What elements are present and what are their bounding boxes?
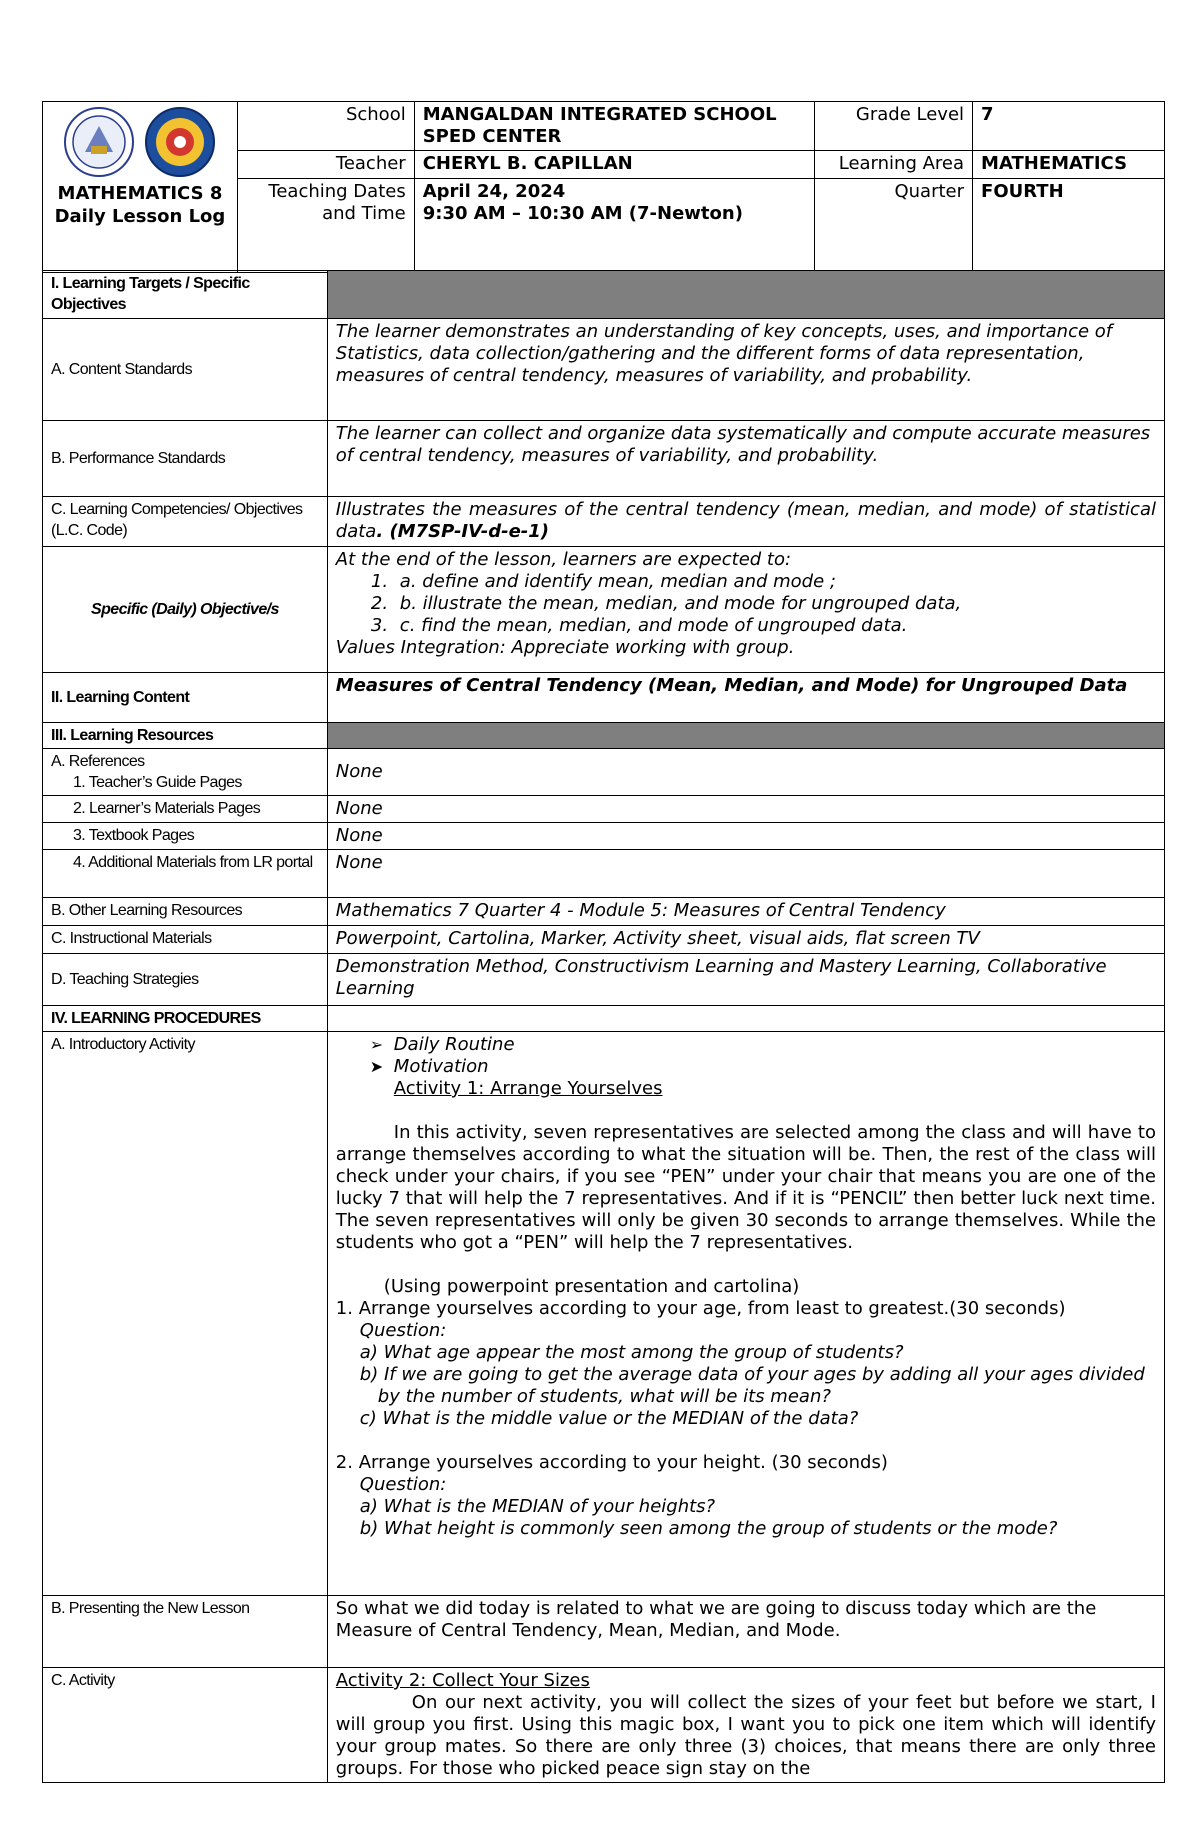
perf-std-value: The learner can collect and organize data systematically and compute accurate measures of central tendency, measures of variability, and probability.: [327, 421, 1164, 497]
present-value: So what we did today is related to what we are going to discuss today which are the Measure of Central Tendency, Mean, Median, and Mode.: [327, 1596, 1164, 1668]
resources-heading: III. Learning Resources: [43, 723, 328, 749]
present-label: B. Presenting the New Lesson: [43, 1596, 328, 1668]
logo-cell: [43, 102, 238, 273]
strat-label: D. Teaching Strategies: [43, 954, 328, 1006]
gray-bar: [327, 723, 1164, 749]
activity-value: [327, 1668, 1164, 1783]
activity2-title: Activity 2: Collect Your Sizes: [335, 1670, 590, 1691]
lr-value: None: [327, 850, 1164, 898]
targets-heading: I. Learning Targets / Specific Objectives: [43, 271, 328, 319]
intro-value: ➢ Daily Routine ➤ Motivation Activity 1: Arrange Yourselves In this activity, seven representatives are selected among the class and will have to arrange themselves according to what the situation will be. Then, the rest of the class will check under your chairs, if you see “PEN” under your chair that means you are one of the lucky 7 that will help the 7 representatives. And if it is “PENCIL” then better luck next time. The seven representatives will only be given 30 seconds to arrange themselves. While the students who got a “PEN” will help the 7 representatives. (Using powerpoint presentation and cartolina) 1. Arrange yourselves according to your age, from least to greatest.(30 seconds) Question: a) What age appear the most among the group of students? b) If we are going to get the average data of your ages by adding all your ages divided by the number of students, what will be its mean? c) What is the middle value or the MEDIAN of the data? 2. Arrange yourselves according to your height. (30 seconds) Question: a) What is the MEDIAN of your heights? b) What height is commonly seen among the group of students or the mode?: [327, 1032, 1164, 1596]
strat-value: Demonstration Method, Constructivism Learning and Mastery Learning, Collaborative Learning: [327, 954, 1164, 1006]
spec-value: At the end of the lesson, learners are expected to: 1. a. define and identify mean, median and mode ; 2. b. illustrate the mean, median, and mode for ungrouped data, 3. c. find the mean, median, and mode of ungrouped data. Values Integration: Appreciate working with group.: [327, 547, 1164, 673]
school-seal-icon: [143, 106, 217, 178]
list-item: 3. c. find the mean, median, and mode of ungrouped data.: [394, 615, 1156, 637]
lm-value: None: [327, 796, 1164, 823]
arrow-bullet-icon: ➢: [369, 1035, 384, 1054]
school-label: School: [237, 102, 414, 151]
quarter-value: FOURTH: [973, 179, 1165, 273]
empty-cell: [327, 1006, 1164, 1032]
teacher-label: Teacher: [237, 151, 414, 179]
arrow-bullet-icon: ➤: [369, 1057, 384, 1076]
procedures-heading: IV. LEARNING PROCEDURES: [43, 1006, 328, 1032]
header-table: [42, 101, 1165, 273]
content-value: Measures of Central Tendency (Mean, Median, and Mode) for Ungrouped Data: [327, 673, 1164, 723]
dates-value: April 24, 2024 9:30 AM – 10:30 AM (7-Newton): [414, 179, 814, 273]
tb-value: None: [327, 823, 1164, 850]
teacher-value: CHERYL B. CAPILLAN: [414, 151, 814, 179]
activity1-text: In this activity, seven representatives are selected among the class and will have to arrange themselves according to what the situation will be. Then, the rest of the class will check under your chairs, if you see “PEN” under your chair that means you are one of the lucky 7 that will help the 7 representatives. And if it is “PENCIL” then better luck next time. The seven representatives will only be given 30 seconds to arrange themselves. While the students who got a “PEN” will help the 7 representatives.: [335, 1122, 1156, 1253]
spec-label: Specific (Daily) Objective/s: [43, 547, 328, 673]
instr-value: Powerpoint, Cartolina, Marker, Activity sheet, visual aids, flat screen TV: [327, 926, 1164, 954]
tg-value: None: [327, 749, 1164, 796]
list-item: 1. a. define and identify mean, median and mode ;: [394, 571, 1156, 593]
grade-value: 7: [973, 102, 1165, 151]
activity2-text: On our next activity, you will collect the sizes of your feet but before we start, I will group you first. Using this magic box, I want you to pick one item which will identify your group mates. So there are only three (3) choices, that means there are only three groups. For those who picked peace sign stay on the: [335, 1692, 1156, 1779]
lr-label: 4. Additional Materials from LR portal: [43, 850, 328, 898]
activity1-title: Activity 1: Arrange Yourselves: [393, 1078, 663, 1099]
log-title: Daily Lesson Log: [54, 206, 226, 227]
other-label: B. Other Learning Resources: [43, 898, 328, 926]
lesson-table: [42, 270, 1165, 1783]
other-value: Mathematics 7 Quarter 4 - Module 5: Measures of Central Tendency: [327, 898, 1164, 926]
content-label: II. Learning Content: [43, 673, 328, 723]
gray-bar: [327, 271, 1164, 319]
dates-label: Teaching Dates and Time: [237, 179, 414, 273]
school-value: MANGALDAN INTEGRATED SCHOOL SPED CENTER: [414, 102, 814, 151]
content-std-value: The learner demonstrates an understanding of key concepts, uses, and importance of Statistics, data collection/gathering and the different forms of data representation, measures of central tendency, measures of variability, and probability.: [327, 319, 1164, 421]
quarter-label: Quarter: [815, 179, 973, 273]
ref-label: A. References 1. Teacher’s Guide Pages: [43, 749, 328, 796]
list-item: 2. b. illustrate the mean, median, and mode for ungrouped data,: [394, 593, 1156, 615]
content-std-label: A. Content Standards: [43, 319, 328, 421]
perf-std-label: B. Performance Standards: [43, 421, 328, 497]
comp-label: C. Learning Competencies/ Objectives (L.C. Code): [43, 497, 328, 547]
subject-title: MATHEMATICS 8: [57, 183, 223, 204]
lm-label: 2. Learner’s Materials Pages: [43, 796, 328, 823]
comp-value: Illustrates the measures of the central tendency (mean, median, and mode) of statistical data. (M7SP-IV-d-e-1): [327, 497, 1164, 547]
deped-seal-icon: [63, 106, 135, 178]
area-label: Learning Area: [815, 151, 973, 179]
instr-label: C. Instructional Materials: [43, 926, 328, 954]
tb-label: 3. Textbook Pages: [43, 823, 328, 850]
activity-label: C. Activity: [43, 1668, 328, 1783]
intro-label: A. Introductory Activity: [43, 1032, 328, 1596]
area-value: MATHEMATICS: [973, 151, 1165, 179]
spec-list: [336, 571, 1156, 637]
grade-label: Grade Level: [815, 102, 973, 151]
